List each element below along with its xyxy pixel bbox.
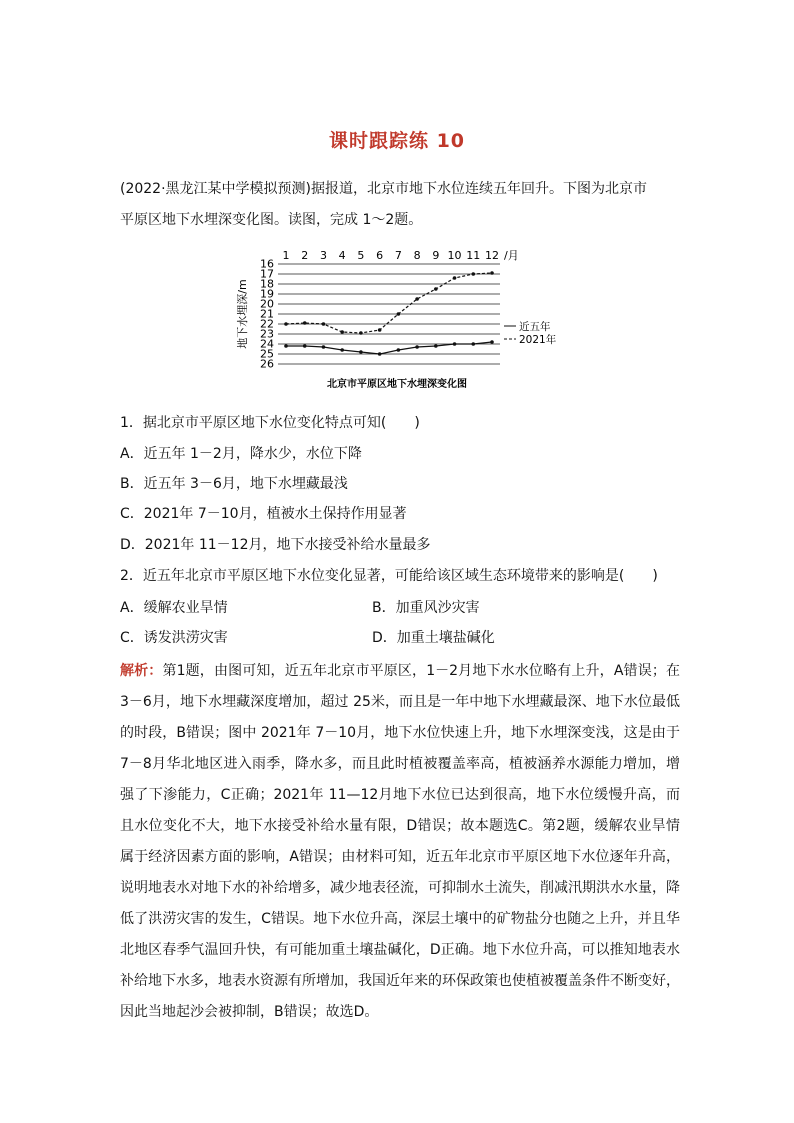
legend-label: 近五年 [519, 321, 551, 333]
x-tick-label: 2 [301, 249, 309, 262]
legend-label: 2021年 [519, 334, 557, 346]
data-point [415, 297, 419, 301]
x-axis-unit: /月 [504, 249, 519, 262]
data-point [378, 352, 382, 356]
y-tick-label: 26 [260, 357, 274, 371]
q2-option-d: D．加重土壤盐碱化 [372, 630, 495, 646]
y-axis-label: 地下水埋深/m [236, 279, 249, 349]
x-tick-label: 12 [485, 249, 499, 262]
q1-stem: 1．据北京市平原区地下水位变化特点可知( ) [120, 415, 420, 431]
q2-option-a: A．缓解农业旱情 [120, 600, 228, 616]
data-point [340, 330, 344, 334]
data-point [284, 322, 288, 326]
data-point [453, 342, 457, 346]
x-tick-labels [283, 249, 500, 262]
y-tick-label: 22 [260, 317, 274, 331]
x-tick-label: 3 [319, 249, 327, 262]
y-tick-label: 16 [260, 257, 274, 271]
q1-option-d: D．2021年 11－12月，地下水接受补给水量最多 [120, 537, 431, 553]
q1-option-a: A．近五年 1－2月，降水少，水位下降 [120, 446, 362, 462]
y-tick-label: 18 [260, 277, 274, 291]
analysis-label: 解析： [120, 663, 163, 679]
x-tick-label: 11 [466, 249, 481, 262]
analysis [120, 656, 680, 1028]
intro-line-2: 平原区地下水埋深变化图。读图，完成 1～2题。 [120, 212, 423, 228]
data-point [434, 287, 438, 291]
data-point [359, 350, 363, 354]
data-point [397, 348, 401, 352]
data-point [490, 340, 494, 344]
y-tick-label: 20 [260, 297, 274, 311]
data-point [284, 344, 288, 348]
data-point [415, 345, 419, 349]
data-point [340, 348, 344, 352]
data-point [322, 322, 326, 326]
analysis-text: 第1题，由图可知，近五年北京市平原区，1－2月地下水水位略有上升，A错误；在 3－6月，地下水埋藏深度增加，超过 25米，而且是一年中地下水埋藏最深、地下水位最低的时段，B错误；图中 2021年 7－10月，地下水位快速上升，地下水埋深变浅，这是由于 7－8月华北地区进入雨季，降水多，而且此时植被覆盖率高，植被涵养水源能力增加，增强了下渗能力，C正确；2021年 11—12月地下水位已达到很高，地下水位缓慢升高，而且水位变化不大，地下水接受补给水量有限，D错误；故本题选C。第2题，缓解农业旱情属于经济因素方面的影响，A错误；由材料可知，近五年北京市平原区地下水位逐年升高，说明地表水对地下水的补给增多，减少地表径流，可抑制水土流失，削减汛期洪水水量，降低了洪涝灾害的发生，C错误。地下水位升高，深层土壤中的矿物盐分也随之上升，并且华北地区春季气温回升快，有可能加重土壤盐碱化，D正确。地下水位升高，可以推知地表水补给地下水多，地表水资源有所增加，我国近年来的环保政策也使植被覆盖条件不断变好，因此当地起沙会被抑制，B错误；故选D。 [120, 663, 681, 1020]
data-point [303, 321, 307, 325]
chart-gridlines [278, 264, 500, 364]
q2-stem: 2．近五年北京市平原区地下水位变化显著，可能给该区域生态环境带来的影响是( ) [120, 568, 658, 584]
y-tick-label: 21 [260, 307, 274, 321]
x-tick-label: 7 [394, 249, 402, 262]
data-point [490, 271, 494, 275]
x-tick-label: 4 [338, 249, 346, 262]
q1-option-b: B．近五年 3－6月，地下水埋藏最浅 [120, 476, 348, 492]
chart-title: 北京市平原区地下水埋深变化图 [327, 379, 467, 390]
intro-line-1: (2022·黑龙江某中学模拟预测)据报道，北京市地下水位连续五年回升。下图为北京市 [120, 181, 648, 197]
data-point [471, 272, 475, 276]
x-tick-label: 1 [282, 249, 290, 262]
data-point [303, 344, 307, 348]
data-point [359, 331, 363, 335]
data-point [322, 345, 326, 349]
data-point [453, 276, 457, 280]
y-tick-label: 17 [260, 267, 274, 281]
y-tick-label: 24 [260, 337, 274, 351]
data-point [378, 328, 382, 332]
y-tick-label: 23 [260, 327, 274, 341]
y-tick-labels [260, 258, 274, 371]
q1-option-c: C．2021年 7－10月，植被水土保持作用显著 [120, 506, 407, 522]
data-point [397, 312, 401, 316]
data-point [471, 342, 475, 346]
groundwater-depth-chart [232, 246, 562, 396]
y-tick-label: 25 [260, 347, 274, 361]
data-point [434, 344, 438, 348]
page-title: 课时跟踪练 10 [328, 130, 466, 152]
x-tick-label: 6 [376, 249, 384, 262]
x-tick-label: 8 [413, 249, 421, 262]
x-tick-label: 9 [432, 249, 440, 262]
q2-option-c: C．诱发洪涝灾害 [120, 630, 228, 646]
y-tick-label: 19 [260, 287, 274, 301]
x-tick-label: 5 [357, 249, 365, 262]
chart-legend [504, 320, 557, 346]
x-tick-label: 10 [447, 249, 462, 262]
q2-option-b: B．加重风沙灾害 [372, 600, 480, 616]
